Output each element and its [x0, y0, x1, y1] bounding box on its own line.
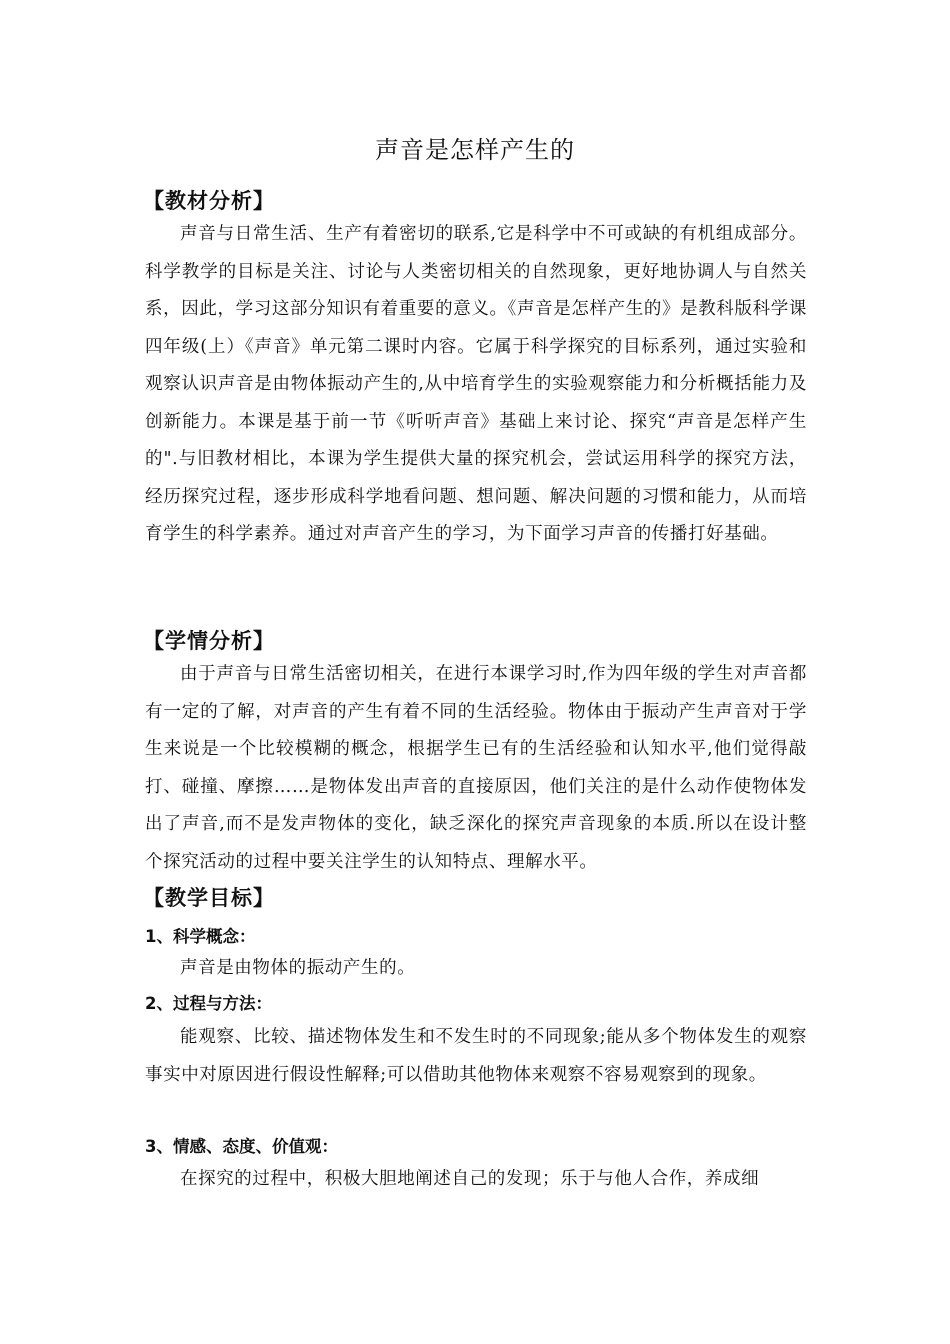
goal-body-attitude-values: 在探究的过程中，积极大胆地阐述自己的发现；乐于与他人合作，养成细 — [180, 1169, 760, 1189]
goal-body-science-concept: 声音是由物体的振动产生的。 — [180, 958, 416, 978]
heading-material-analysis: 【教材分析】 — [143, 189, 275, 213]
goal-body-process-method: 能观察、比较、描述物体发生和不发生时的不同现象;能从多个物体发生的观察事实中对原因进行假设性解释;可以借助其他物体来观察不容易观察到的现象。 — [145, 1027, 807, 1085]
heading-student-analysis: 【学情分析】 — [143, 629, 275, 653]
goal-label-attitude-values: 3、情感、态度、价值观： — [145, 1137, 338, 1156]
goal-label-process-method: 2、过程与方法： — [145, 994, 272, 1013]
heading-teaching-goals: 【教学目标】 — [143, 886, 275, 910]
paragraph-student-analysis: 由于声音与日常生活密切相关，在进行本课学习时,作为四年级的学生对声音都有一定的了解，对声音的产生有着不同的生活经验。物体由于振动产生声音对于学生来说是一个比较模糊的概念，根据学生已有的生活经验和认知水平,他们觉得敲打、碰撞、摩擦……是物体发出声音的直接原因，他们关注的是什么动作使物体发出了声音,而不是发声物体的变化，缺乏深化的探究声音现象的本质.所以在设计整个探究活动的过程中要关注学生的认知特点、理解水平。 — [145, 664, 807, 872]
document-title: 声音是怎样产生的 — [375, 136, 575, 164]
goal-label-science-concept: 1、科学概念： — [145, 927, 256, 946]
paragraph-material-analysis: 声音与日常生活、生产有着密切的联系,它是科学中不可或缺的有机组成部分。科学教学的目标是关注、讨论与人类密切相关的自然现象，更好地协调人与自然关系，因此，学习这部分知识有着重要的意义。《声音是怎样产生的》是教科版科学课四年级(上）《声音》单元第二课时内容。它属于科学探究的目标系列，通过实验和观察认识声音是由物体振动产生的,从中培育学生的实验观察能力和分析概括能力及创新能力。本课是基于前一节《听听声音》基础上来讨论、探究“声音是怎样产生的".与旧教材相比，本课为学生提供大量的探究机会，尝试运用科学的探究方法，经历探究过程，逐步形成科学地看问题、想问题、解决问题的习惯和能力，从而培育学生的科学素养。通过对声音产生的学习，为下面学习声音的传播打好基础。 — [145, 224, 807, 544]
